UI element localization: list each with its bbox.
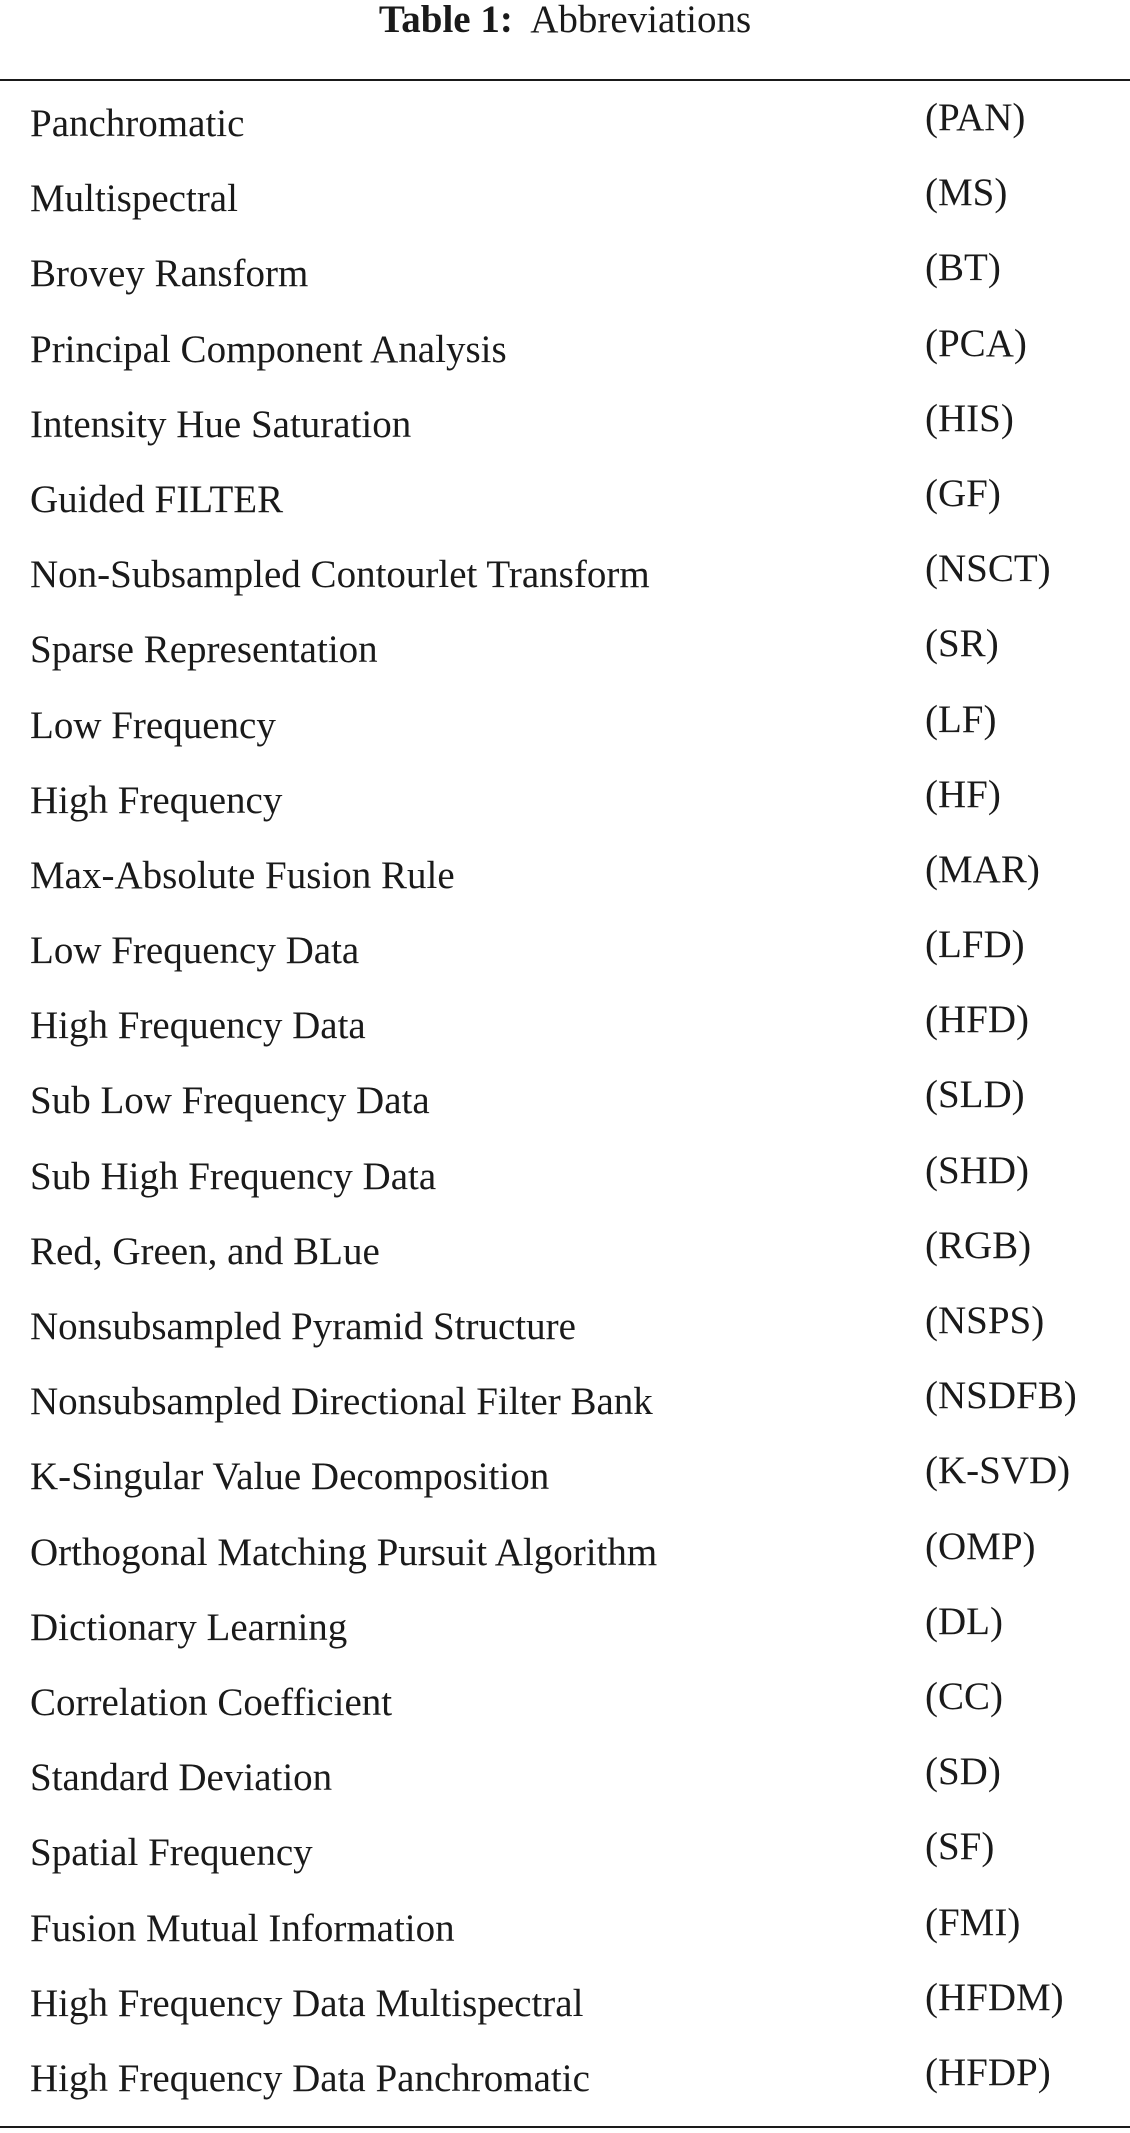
table-row xyxy=(0,622,1130,697)
table-caption-title: Abbreviations xyxy=(530,0,752,41)
abbreviation-cell: (MS) xyxy=(925,171,1008,215)
abbreviation-cell: (HFDM) xyxy=(925,1975,1064,2019)
term-cell: High Frequency Data Panchromatic xyxy=(30,2056,590,2100)
abbreviation-cell: (SR) xyxy=(925,622,999,666)
term-cell: Brovey Ransform xyxy=(30,252,309,296)
abbreviation-cell: (LFD) xyxy=(925,923,1025,967)
abbreviation-cell: (NSDFB) xyxy=(925,1374,1077,1418)
abbreviation-cell: (RGB) xyxy=(925,1223,1032,1267)
term-cell: Low Frequency xyxy=(30,703,276,747)
term-cell: Low Frequency Data xyxy=(30,929,360,973)
abbreviation-cell: (CC) xyxy=(925,1674,1003,1718)
term-cell: Standard Deviation xyxy=(30,1756,333,1800)
abbreviations-table xyxy=(0,96,1130,2126)
abbreviation-cell: (PCA) xyxy=(925,321,1027,365)
term-cell: K-Singular Value Decomposition xyxy=(30,1455,550,1499)
abbreviation-cell: (HFDP) xyxy=(925,2050,1051,2094)
table-row xyxy=(0,848,1130,923)
term-cell: High Frequency xyxy=(30,778,283,822)
abbreviation-cell: (NSPS) xyxy=(925,1299,1045,1342)
table-row xyxy=(0,397,1130,472)
term-cell: Nonsubsampled Pyramid Structure xyxy=(30,1305,576,1348)
table-row xyxy=(0,322,1130,397)
term-cell: Intensity Hue Saturation xyxy=(30,402,412,446)
abbreviation-cell: (PAN) xyxy=(925,96,1026,139)
table-row xyxy=(0,1374,1130,1449)
table-row xyxy=(0,1525,1130,1600)
term-cell: Principal Component Analysis xyxy=(30,327,507,371)
abbreviation-cell: (NSCT) xyxy=(925,547,1051,591)
table-row xyxy=(0,96,1130,171)
table-caption-label: Table 1: xyxy=(378,0,513,41)
term-cell: Orthogonal Matching Pursuit Algorithm xyxy=(30,1530,658,1574)
table-row xyxy=(0,1675,1130,1750)
term-cell: Multispectral xyxy=(30,177,238,221)
abbreviation-cell: (SF) xyxy=(925,1825,995,1869)
table-row xyxy=(0,1224,1130,1299)
table-row xyxy=(0,998,1130,1073)
table-row xyxy=(0,547,1130,622)
table-row xyxy=(0,1825,1130,1900)
abbreviation-cell: (OMP) xyxy=(925,1524,1036,1568)
table-row xyxy=(0,1600,1130,1675)
table-row xyxy=(0,1750,1130,1825)
abbreviation-cell: (SD) xyxy=(925,1750,1001,1794)
term-cell: Spatial Frequency xyxy=(30,1831,313,1875)
term-cell: Nonsubsampled Directional Filter Bank xyxy=(30,1380,653,1424)
table-row xyxy=(0,2051,1130,2126)
table-row xyxy=(0,698,1130,773)
table-row xyxy=(0,1449,1130,1524)
table-top-rule xyxy=(0,79,1130,81)
term-cell: Fusion Mutual Information xyxy=(30,1906,455,1950)
table-row xyxy=(0,472,1130,547)
term-cell: Red, Green, and BLue xyxy=(30,1229,380,1273)
term-cell: Correlation Coefficient xyxy=(30,1680,393,1724)
abbreviation-cell: (DL) xyxy=(925,1599,1003,1643)
term-cell: Sub High Frequency Data xyxy=(30,1154,437,1198)
term-cell: Max-Absolute Fusion Rule xyxy=(30,853,455,897)
table-row xyxy=(0,171,1130,246)
abbreviation-cell: (MAR) xyxy=(925,847,1040,891)
abbreviation-cell: (LF) xyxy=(925,697,997,741)
term-cell: Dictionary Learning xyxy=(30,1605,348,1649)
table-bottom-rule xyxy=(0,2126,1130,2128)
abbreviation-cell: (HFD) xyxy=(925,998,1029,1042)
table-row xyxy=(0,1073,1130,1148)
abbreviation-cell: (HF) xyxy=(925,772,1001,816)
table-row xyxy=(0,923,1130,998)
term-cell: Sparse Representation xyxy=(30,628,378,672)
table-row xyxy=(0,1901,1130,1976)
table-row xyxy=(0,1149,1130,1224)
term-cell: High Frequency Data Multispectral xyxy=(30,1981,584,2025)
term-cell: Sub Low Frequency Data xyxy=(30,1079,430,1123)
term-cell: High Frequency Data xyxy=(30,1004,366,1048)
abbreviation-cell: (HIS) xyxy=(925,396,1014,440)
table-row xyxy=(0,1299,1130,1374)
abbreviation-cell: (GF) xyxy=(925,471,1001,515)
abbreviation-cell: (SLD) xyxy=(925,1073,1025,1117)
table-caption xyxy=(0,0,1130,40)
abbreviation-cell: (K-SVD) xyxy=(925,1449,1071,1493)
abbreviation-cell: (FMI) xyxy=(925,1900,1021,1944)
abbreviation-cell: (BT) xyxy=(925,246,1001,290)
term-cell: Panchromatic xyxy=(30,102,245,145)
term-cell: Non-Subsampled Contourlet Transform xyxy=(30,553,650,597)
table-row xyxy=(0,246,1130,321)
table-row xyxy=(0,1976,1130,2051)
table-row xyxy=(0,773,1130,848)
term-cell: Guided FILTER xyxy=(30,477,284,521)
abbreviation-cell: (SHD) xyxy=(925,1148,1029,1192)
